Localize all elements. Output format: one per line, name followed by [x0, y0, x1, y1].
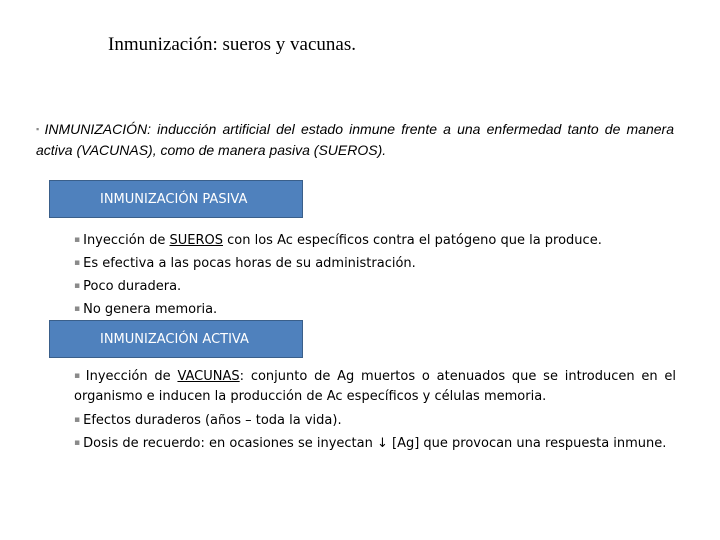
list-activa: [74, 366, 676, 455]
bullet-icon: ▪: [74, 371, 83, 381]
section-heading-pasiva: INMUNIZACIÓN PASIVA: [100, 191, 248, 207]
bullet-icon: ▪: [74, 415, 81, 425]
list-item: ▪ Poco duradera.: [74, 279, 182, 294]
list-item: ▪ Inyección de VACUNAS: conjunto de Ag muertos o atenuados que se introducen en el organismo e inducen la producción de Ac específicos y células memoria.: [74, 369, 676, 404]
underlined-term: VACUNAS: [177, 369, 240, 384]
bullet-icon: ▪: [74, 438, 81, 448]
bullet-icon: ▪: [36, 124, 42, 134]
bullet-icon: ▪: [74, 281, 81, 291]
bullet-icon: ▪: [74, 235, 81, 245]
page-title: Inmunización: sueros y vacunas.: [108, 34, 356, 55]
section-header-pasiva: [49, 180, 303, 218]
list-pasiva: [74, 229, 676, 321]
bullet-icon: ▪: [74, 258, 81, 268]
underlined-term: SUEROS: [169, 233, 223, 248]
list-item: ▪ Efectos duraderos (años – toda la vida).: [74, 413, 342, 428]
bullet-icon: ▪: [74, 304, 81, 314]
section-header-activa: [49, 320, 303, 358]
section-heading-activa: INMUNIZACIÓN ACTIVA: [100, 331, 249, 347]
intro-paragraph: [36, 119, 674, 161]
list-item: ▪ No genera memoria.: [74, 302, 218, 317]
list-item: ▪ Es efectiva a las pocas horas de su administración.: [74, 256, 416, 271]
intro-text: INMUNIZACIÓN: inducción artificial del estado inmune frente a una enfermedad tanto de manera activa (VACUNAS), como de manera pasiva (SUEROS).: [36, 121, 674, 158]
list-item: ▪ Inyección de SUEROS con los Ac específicos contra el patógeno que la produce.: [74, 233, 602, 248]
list-item: ▪ Dosis de recuerdo: en ocasiones se inyectan ↓ [Ag] que provocan una respuesta inmune.: [74, 436, 667, 451]
